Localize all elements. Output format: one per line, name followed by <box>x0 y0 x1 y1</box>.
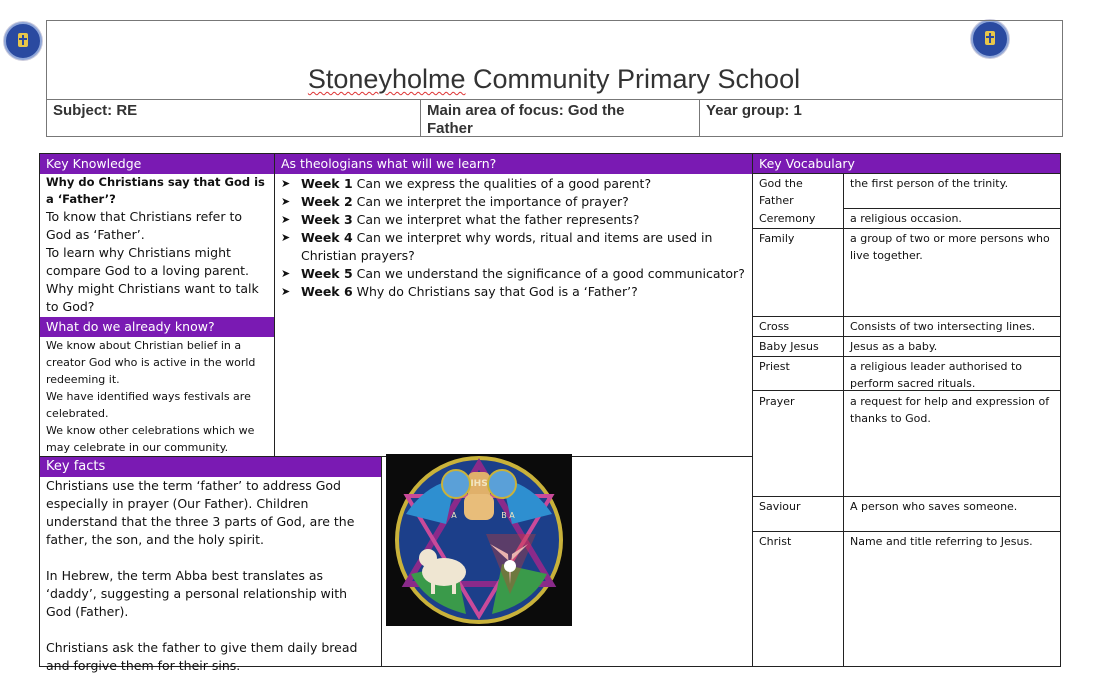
key-knowledge-line: To know that Christians refer to God as ‘Father’. <box>46 209 243 242</box>
subject-label: Subject: RE <box>53 102 138 119</box>
glass-letter: B <box>501 511 507 520</box>
week-item: ➤ Week 5 Can we understand the significance of a good communicator? <box>281 266 745 281</box>
key-knowledge-heading: Key Knowledge <box>40 154 274 174</box>
already-know-body <box>40 337 272 456</box>
key-fact-paragraph: Christians use the term ‘father’ to address God especially in prayer (Our Father). Children understand that the three 3 parts of God, are the father, the son, and the holy spirit. <box>46 478 355 547</box>
week-item: ➤ Week 6 Why do Christians say that God is a ‘Father’? <box>281 284 638 299</box>
arrow-bullet-icon: ➤ <box>281 213 291 226</box>
vocab-term: Prayer <box>759 395 795 408</box>
week-item: ➤ Week 3 Can we interpret what the father represents? <box>281 212 640 227</box>
arrow-bullet-icon: ➤ <box>281 267 291 280</box>
glass-letter: A <box>509 511 515 520</box>
vocab-definition: the first person of the trinity. <box>850 177 1009 190</box>
school-name: Stoneyholme Community Primary School <box>307 64 801 94</box>
vocab-definition: Jesus as a baby. <box>850 340 938 353</box>
already-know-heading: What do we already know? <box>40 317 274 337</box>
focus-label: Main area of focus: God the Father <box>427 102 625 137</box>
vocab-term: Family <box>759 232 795 245</box>
key-knowledge-line: To learn why Christians might compare God to a loving parent. <box>46 245 249 278</box>
glass-letter: A <box>451 511 457 520</box>
arrow-bullet-icon: ➤ <box>281 231 291 244</box>
already-know-line: We know about Christian belief in a creator God who is active in the world redeeming it. <box>46 339 256 386</box>
key-knowledge-question: Why do Christians say that God is a ‘Father’? <box>46 175 265 206</box>
vocab-term: Cross <box>759 320 790 333</box>
key-knowledge-body <box>40 174 272 316</box>
stained-glass-image <box>386 454 572 626</box>
vocab-term: Christ <box>759 535 792 548</box>
vocab-definition: a request for help and expression of thanks to God. <box>850 395 1050 425</box>
weeks-list <box>277 175 747 301</box>
vocab-definition: a religious occasion. <box>850 212 962 225</box>
vocabulary-heading: Key Vocabulary <box>753 154 1060 174</box>
arrow-bullet-icon: ➤ <box>281 195 291 208</box>
already-know-line: We have identified ways festivals are celebrated. <box>46 390 251 420</box>
vocab-definition: Consists of two intersecting lines. <box>850 320 1036 333</box>
vocab-term: Ceremony <box>759 212 816 225</box>
school-crest-icon <box>4 22 42 60</box>
vocab-definition: a religious leader authorised to perform sacred rituals. <box>850 360 1023 390</box>
vocab-term: Saviour <box>759 500 801 513</box>
week-item: ➤ Week 4 Can we interpret why words, ritual and items are used in Christian prayers? <box>281 230 713 263</box>
key-knowledge-line: Why might Christians want to talk to God? <box>46 281 259 314</box>
vocab-term: Priest <box>759 360 790 373</box>
vocab-definition: A person who saves someone. <box>850 500 1018 513</box>
week-item: ➤ Week 2 Can we interpret the importance of prayer? <box>281 194 629 209</box>
year-group-label: Year group: 1 <box>706 102 802 119</box>
vocab-term: God the Father <box>759 177 803 207</box>
theologians-heading: As theologians what will we learn? <box>275 154 752 174</box>
vocab-definition: Name and title referring to Jesus. <box>850 535 1033 548</box>
vocab-term: Baby Jesus <box>759 340 819 353</box>
key-fact-paragraph: Christians ask the father to give them daily bread and forgive them for their sins. <box>46 640 358 673</box>
glass-letters-ihs: IHS <box>470 479 488 489</box>
arrow-bullet-icon: ➤ <box>281 177 291 190</box>
arrow-bullet-icon: ➤ <box>281 285 291 298</box>
vocab-definition: a group of two or more persons who live together. <box>850 232 1050 262</box>
key-facts-heading: Key facts <box>40 457 381 477</box>
key-facts-body <box>40 477 380 675</box>
key-fact-paragraph: In Hebrew, the term Abba best translates as ‘daddy’, suggesting a personal relationship with God (Father). <box>46 568 348 619</box>
week-item: ➤ Week 1 Can we express the qualities of a good parent? <box>281 176 652 191</box>
already-know-line: We know other celebrations which we may celebrate in our community. <box>46 424 255 454</box>
